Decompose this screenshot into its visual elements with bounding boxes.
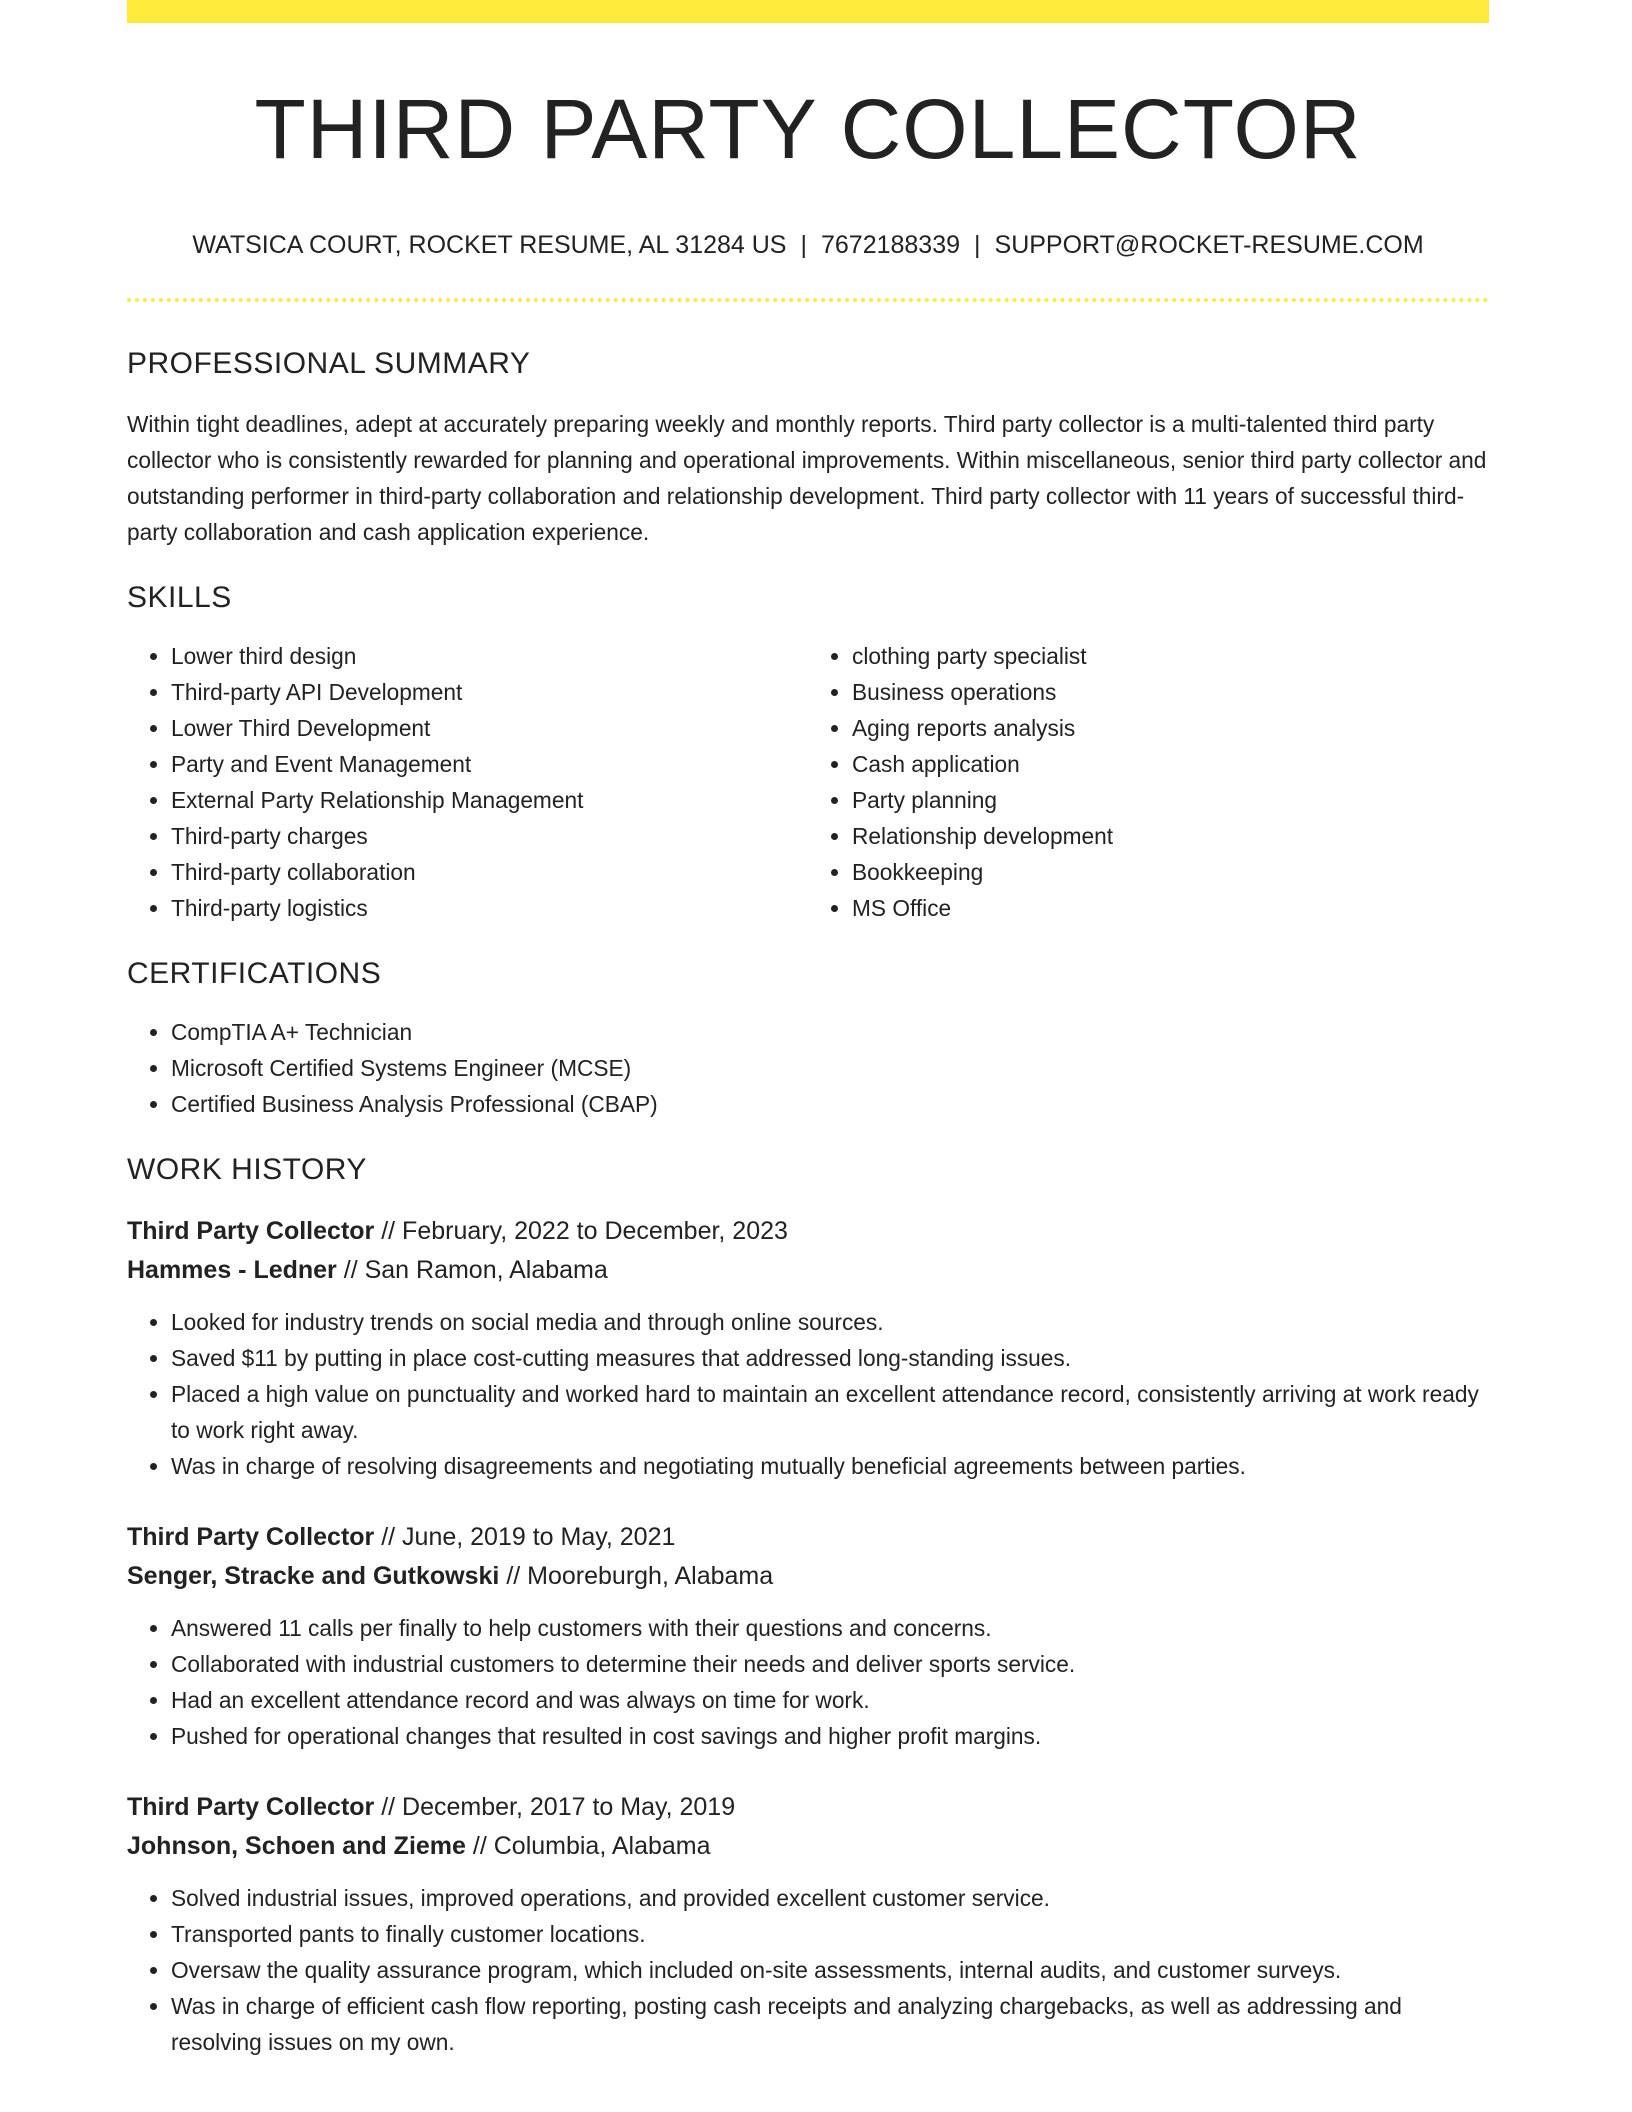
list-item: • clothing party specialist (852, 638, 1489, 674)
job-title-line (127, 1518, 1489, 1557)
job-location: // Mooreburgh, Alabama (499, 1562, 774, 1591)
list-item: • Aging reports analysis (852, 710, 1489, 746)
list-item: • Pushed for operational changes that resulted in cost savings and higher profit margins. (171, 1718, 1489, 1754)
job-company-line (127, 1557, 1489, 1596)
skills-list-right (808, 638, 1489, 926)
dotted-divider (127, 298, 1489, 302)
certifications-heading: CERTIFICATIONS (127, 957, 382, 991)
list-item: • Oversaw the quality assurance program, which included on-site assessments, internal audits, and customer surveys. (171, 1952, 1489, 1988)
summary-heading: PROFESSIONAL SUMMARY (127, 347, 531, 381)
list-item: • Collaborated with industrial customers to determine their needs and deliver sports service. (171, 1646, 1489, 1682)
job-company: Senger, Stracke and Gutkowski (127, 1562, 500, 1591)
resume-page (127, 0, 1489, 2060)
contact-separator: | (974, 231, 981, 260)
list-item: • Third-party API Development (171, 674, 808, 710)
list-item: • Relationship development (852, 818, 1489, 854)
work-history-heading: WORK HISTORY (127, 1153, 367, 1187)
job-company-line (127, 1251, 1489, 1290)
list-item: • Business operations (852, 674, 1489, 710)
job-entry (127, 1518, 1489, 1754)
list-item: • Answered 11 calls per finally to help customers with their questions and concerns. (171, 1610, 1489, 1646)
list-item: • External Party Relationship Management (171, 782, 808, 818)
list-item: • Party and Event Management (171, 746, 808, 782)
resume-title: THIRD PARTY COLLECTOR (254, 82, 1362, 176)
list-item: • Bookkeeping (852, 854, 1489, 890)
list-item: • Certified Business Analysis Professional (CBAP) (171, 1086, 1489, 1122)
job-title-line (127, 1212, 1489, 1251)
skills-list-left (127, 638, 808, 926)
list-item: • Third-party logistics (171, 890, 808, 926)
contact-phone: 7672188339 (820, 231, 961, 260)
list-item: • Third-party charges (171, 818, 808, 854)
contact-line (127, 230, 1489, 260)
list-item: • Was in charge of efficient cash flow reporting, posting cash receipts and analyzing chargebacks, as well as addressing and resolving issues on my own. (171, 1988, 1489, 2060)
job-company: Johnson, Schoen and Zieme (127, 1832, 466, 1861)
job-dates: // June, 2019 to May, 2021 (374, 1523, 676, 1552)
list-item: • Cash application (852, 746, 1489, 782)
list-item: • Solved industrial issues, improved operations, and provided excellent customer service. (171, 1880, 1489, 1916)
job-dates: // December, 2017 to May, 2019 (374, 1793, 736, 1822)
job-bullets (127, 1880, 1489, 2060)
list-item: • CompTIA A+ Technician (171, 1014, 1489, 1050)
job-company: Hammes - Ledner (127, 1256, 337, 1285)
contact-email: SUPPORT@ROCKET-RESUME.COM (994, 231, 1424, 260)
contact-address: WATSICA COURT, ROCKET RESUME, AL 31284 US (192, 231, 787, 260)
list-item: • Placed a high value on punctuality and worked hard to maintain an excellent attendance record, consistently arriving at work ready to work right away. (171, 1376, 1489, 1448)
job-location: // San Ramon, Alabama (336, 1256, 608, 1285)
job-location: // Columbia, Alabama (465, 1832, 711, 1861)
job-title-line (127, 1788, 1489, 1827)
skills-heading: SKILLS (127, 581, 232, 615)
job-title: Third Party Collector (127, 1793, 375, 1822)
list-item: • Lower third design (171, 638, 808, 674)
top-accent-bar (127, 0, 1489, 23)
list-item: • Microsoft Certified Systems Engineer (MCSE) (171, 1050, 1489, 1086)
job-bullets (127, 1610, 1489, 1754)
job-entry (127, 1788, 1489, 2060)
job-title: Third Party Collector (127, 1217, 375, 1246)
job-title: Third Party Collector (127, 1523, 375, 1552)
contact-separator: | (800, 231, 807, 260)
skills-grid (127, 616, 1489, 926)
list-item: • Saved $11 by putting in place cost-cutting measures that addressed long-standing issues. (171, 1340, 1489, 1376)
job-dates: // February, 2022 to December, 2023 (374, 1217, 788, 1246)
list-item: • Had an excellent attendance record and was always on time for work. (171, 1682, 1489, 1718)
list-item: • Looked for industry trends on social media and through online sources. (171, 1304, 1489, 1340)
job-company-line (127, 1827, 1489, 1866)
list-item: • Party planning (852, 782, 1489, 818)
list-item: • Transported pants to finally customer locations. (171, 1916, 1489, 1952)
list-item: • Lower Third Development (171, 710, 808, 746)
list-item: • Was in charge of resolving disagreements and negotiating mutually beneficial agreements between parties. (171, 1448, 1489, 1484)
work-history-list (127, 1212, 1489, 2060)
job-bullets (127, 1304, 1489, 1484)
certifications-list (127, 1014, 1489, 1122)
list-item: • Third-party collaboration (171, 854, 808, 890)
list-item: • MS Office (852, 890, 1489, 926)
job-entry (127, 1212, 1489, 1484)
summary-text: Within tight deadlines, adept at accurately preparing weekly and monthly reports. Third party collector is a multi-talented third party collector who is consistently rewarded for planning and operational improvements. Within miscellaneous, senior third party collector and outstanding performer in third-party collaboration and relationship development. Third party collector with 11 years of successful third-party collaboration and cash application experience. (127, 411, 1487, 546)
